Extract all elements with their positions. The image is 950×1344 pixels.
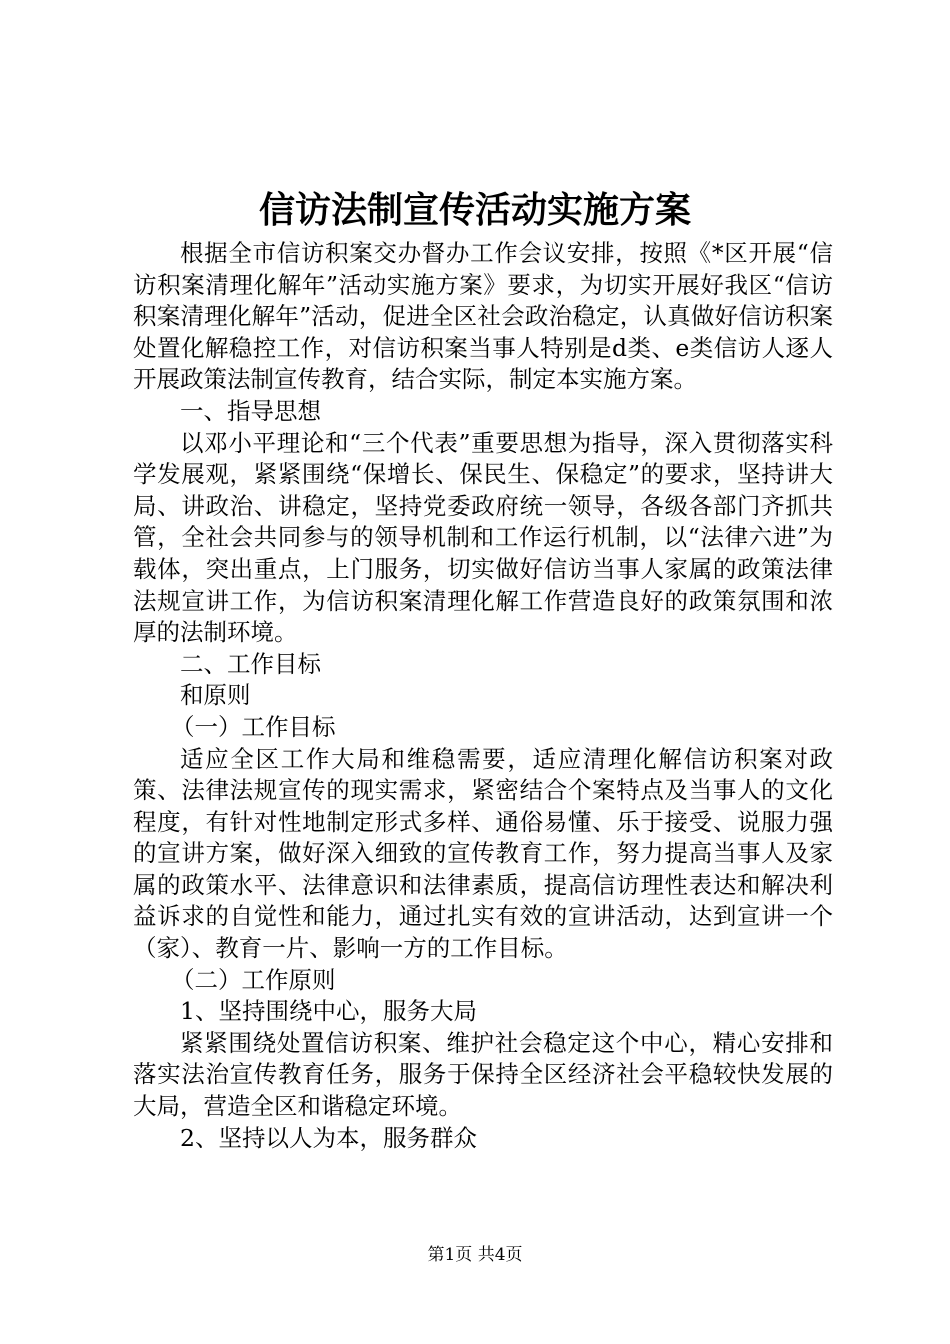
paragraph-intro: 根据全市信访积案交办督办工作会议安排，按照《*区开展“信访积案清理化解年”活动实施方案》要求，为切实开展好我区“信访积案清理化解年”活动，促进全区社会政治稳定，认真做好信访积案处置化解稳控工作，对信访积案当事人特别是d类、e类信访人逐人开展政策法制宣传教育，结合实际，制定本实施方案。 — [133, 239, 833, 394]
heading-work-goals: 二、工作目标 — [180, 649, 321, 678]
principle-item-2: 2、坚持以人为本，服务群众 — [180, 1123, 477, 1152]
document-title: 信访法制宣传活动实施方案 — [258, 189, 691, 231]
paragraph-principle-1: 紧紧围绕处置信访积案、维护社会稳定这个中心，精心安排和落实法治宣传教育任务，服务于保持全区经济社会平稳较快发展的大局，营造全区和谐稳定环境。 — [133, 1028, 833, 1121]
heading-work-goals-continued: 和原则 — [180, 681, 251, 710]
paragraph-work-goal: 适应全区工作大局和维稳需要，适应清理化解信访积案对政策、法律法规宣传的现实需求，紧密结合个案特点及当事人的文化程度，有针对性地制定形式多样、通俗易懂、乐于接受、说服力强的宣讲方案，做好深入细致的宣传教育工作，努力提高当事人及家属的政策水平、法律意识和法律素质，提高信访理性表达和解决利益诉求的自觉性和能力，通过扎实有效的宣讲活动，达到宣讲一个（家）、教育一片、影响一方的工作目标。 — [133, 744, 833, 963]
subheading-work-principles: （二）工作原则 — [171, 965, 336, 994]
page-footer: 第1页 共4页 — [427, 1245, 523, 1265]
document-body — [133, 238, 833, 1154]
paragraph-guiding-ideology: 以邓小平理论和“三个代表”重要思想为指导，深入贯彻落实科学发展观，紧紧围绕“保增长、保民生、保稳定”的要求，坚持讲大局、讲政治、讲稳定，坚持党委政府统一领导，各级各部门齐抓共管，全社会共同参与的领导机制和工作运行机制，以“法律六进”为载体，突出重点，上门服务，切实做好信访当事人家属的政策法律法规宣讲工作，为信访积案清理化解工作营造良好的政策氛围和浓厚的法制环境。 — [133, 428, 833, 647]
heading-guiding-ideology: 一、指导思想 — [180, 396, 321, 425]
principle-item-1: 1、坚持围绕中心，服务大局 — [180, 997, 477, 1026]
subheading-work-goal: （一）工作目标 — [171, 712, 336, 741]
